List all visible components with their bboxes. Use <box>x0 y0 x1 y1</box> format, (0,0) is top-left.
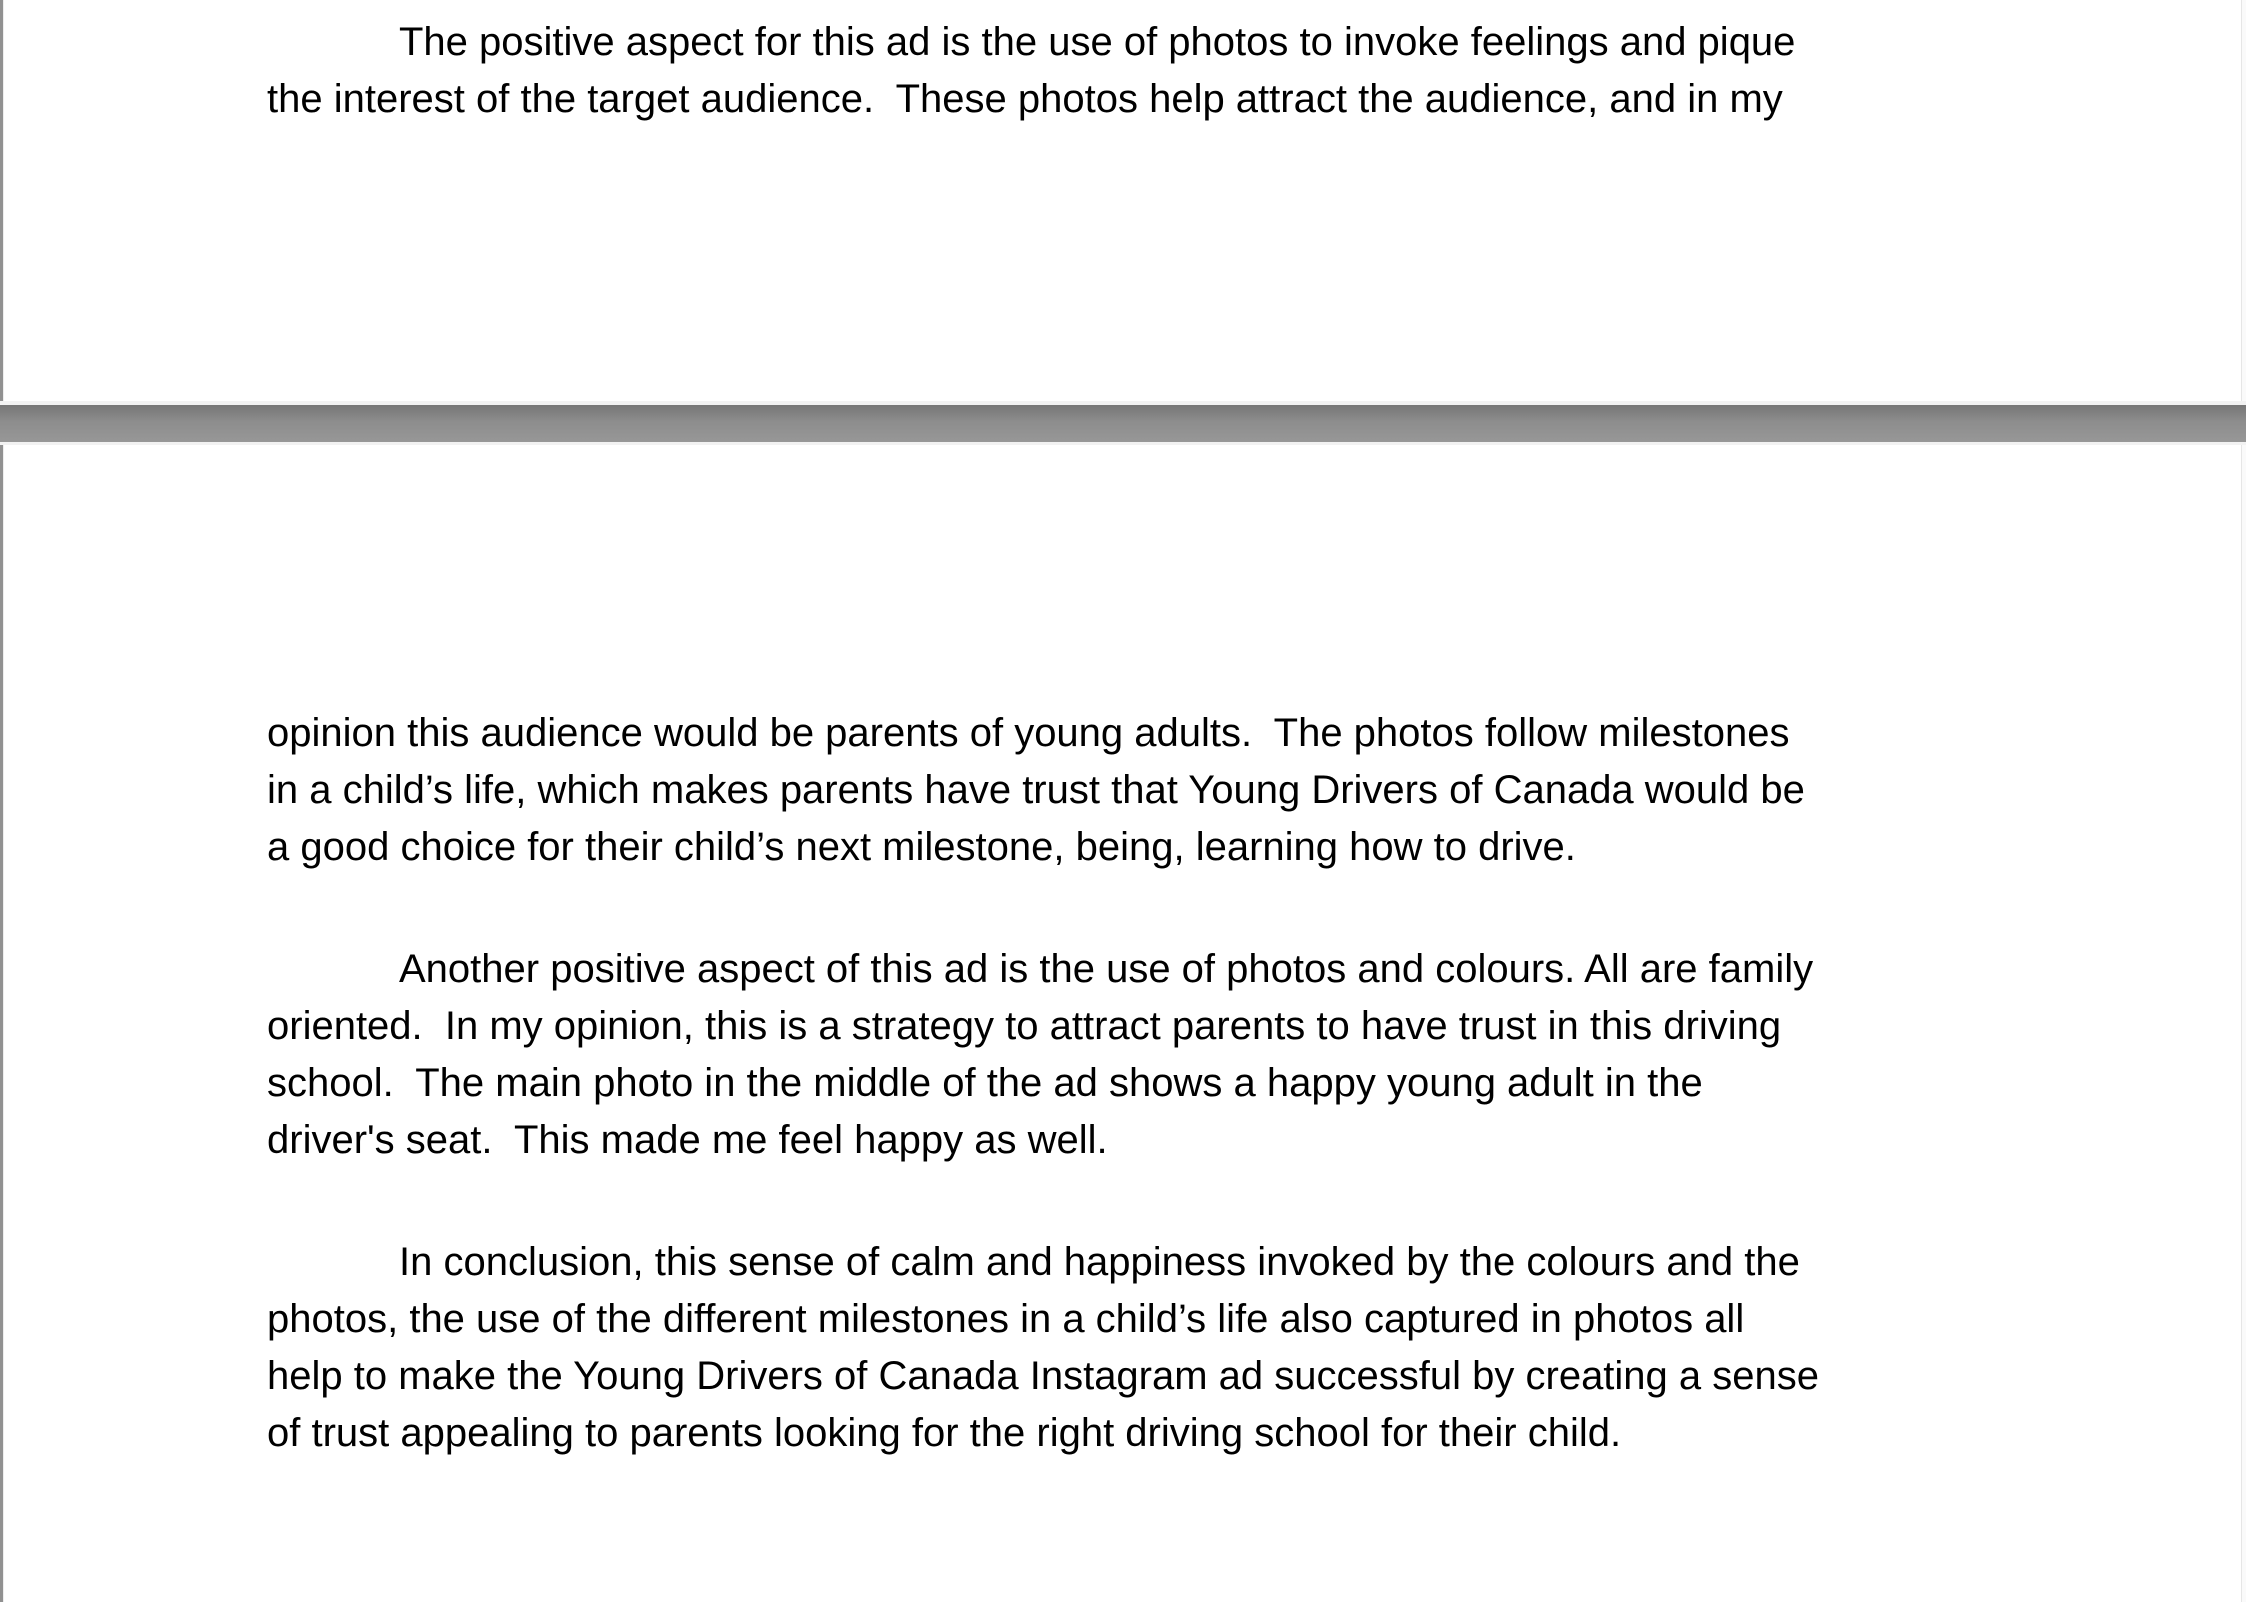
text-line: driver's seat. This made me feel happy as well. <box>267 1118 1108 1162</box>
text-line: Another positive aspect of this ad is the use of photos and colours. All are family <box>399 947 1814 991</box>
text-line: The positive aspect for this ad is the use of photos to invoke feelings and pique <box>399 20 1796 64</box>
text-line: help to make the Young Drivers of Canada Instagram ad successful by creating a sense <box>267 1354 1820 1398</box>
text-line: oriented. In my opinion, this is a strategy to attract parents to have trust in this driving <box>267 1004 1782 1048</box>
paragraph <box>267 941 2001 1169</box>
paragraph <box>267 705 2001 876</box>
text-line: photos, the use of the different milestones in a child’s life also captured in photos all <box>267 1297 1745 1341</box>
page-1 <box>3 0 2242 401</box>
page-2-top-edge <box>0 442 2246 445</box>
page-break-gap <box>0 401 2246 445</box>
paragraph <box>267 14 2001 128</box>
text-line: school. The main photo in the middle of the ad shows a happy young adult in the <box>267 1061 1703 1105</box>
paragraph <box>267 1234 2001 1462</box>
text-line: the interest of the target audience. These photos help attract the audience, and in my <box>267 77 1783 121</box>
page-break-shadow <box>0 405 2246 442</box>
viewer-left-edge-strip <box>0 0 3 1602</box>
text-line: opinion this audience would be parents of young adults. The photos follow milestones <box>267 711 1790 755</box>
page-1-content <box>4 0 2241 128</box>
text-line: in a child’s life, which makes parents have trust that Young Drivers of Canada would be <box>267 768 1805 812</box>
text-line: a good choice for their child’s next milestone, being, learning how to drive. <box>267 825 1576 869</box>
page-2 <box>3 445 2242 1602</box>
text-line: of trust appealing to parents looking for the right driving school for their child. <box>267 1411 1622 1455</box>
page-2-content <box>4 445 2241 1462</box>
text-line: In conclusion, this sense of calm and happiness invoked by the colours and the <box>399 1240 1800 1284</box>
